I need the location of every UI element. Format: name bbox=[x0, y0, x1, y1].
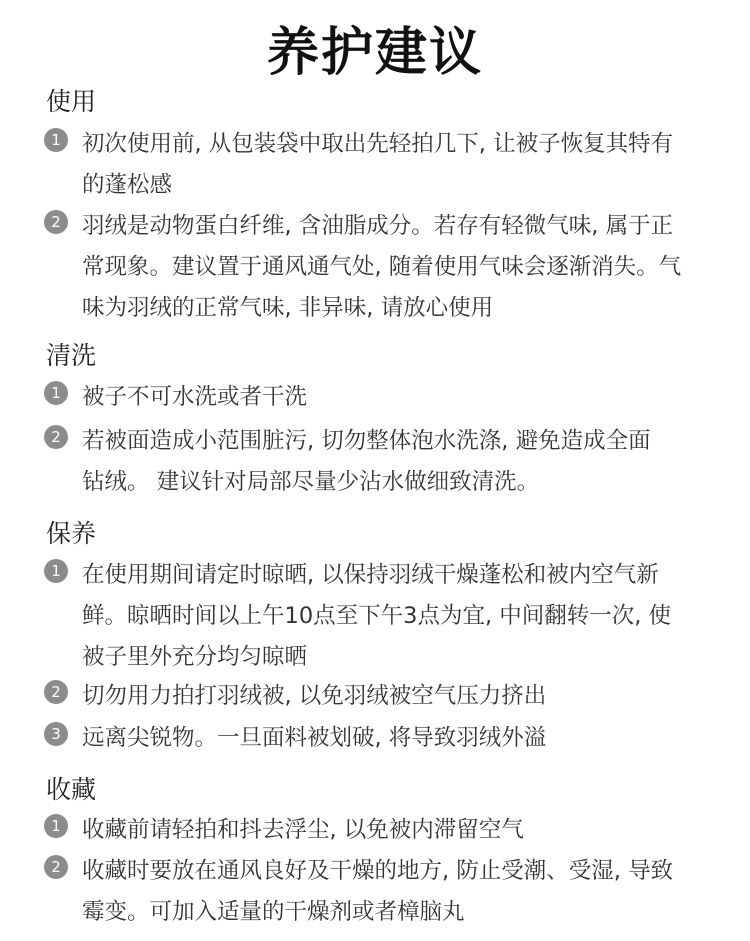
list-item-text: 远离尖锐物。一旦面料被划破, 将导致羽绒外溢 bbox=[82, 725, 547, 751]
number-badge: 2 bbox=[44, 425, 68, 449]
list-item bbox=[44, 421, 724, 503]
number-badge: 1 bbox=[44, 814, 68, 838]
list-item-text: 在使用期间请定时晾晒, 以保持羽绒干燥蓬松和被内空气新 鲜。晾晒时间以上午10点至下午3点为宜, 中间翻转一次, 使 被子里外充分均匀晾晒 bbox=[82, 562, 672, 670]
list-item bbox=[44, 206, 724, 329]
section-heading-use: 使用 bbox=[46, 87, 97, 116]
number-badge: 1 bbox=[44, 128, 68, 152]
number-badge: 2 bbox=[44, 855, 68, 879]
page-title: 养护建议 bbox=[266, 23, 483, 83]
list-item bbox=[44, 718, 724, 759]
section-heading-storage: 收藏 bbox=[46, 775, 97, 804]
number-badge: 3 bbox=[44, 722, 68, 746]
list-item-text: 切勿用力拍打羽绒被, 以免羽绒被空气压力挤出 bbox=[82, 683, 547, 709]
number-badge: 1 bbox=[44, 381, 68, 405]
list-item-text: 收藏时要放在通风良好及干燥的地方, 防止受潮、受湿, 导致 霉变。可加入适量的干燥剂或者樟脑丸 bbox=[82, 858, 674, 925]
number-badge: 2 bbox=[44, 680, 68, 704]
number-badge: 1 bbox=[44, 559, 68, 583]
list-item bbox=[44, 555, 724, 678]
list-item-text: 初次使用前, 从包装袋中取出先轻拍几下, 让被子恢复其特有 的蓬松感 bbox=[82, 131, 674, 198]
list-item bbox=[44, 810, 724, 851]
list-item-text: 收藏前请轻拍和抖去浮尘, 以免被内滞留空气 bbox=[82, 817, 524, 843]
list-item bbox=[44, 676, 724, 717]
number-badge: 2 bbox=[44, 210, 68, 234]
list-item bbox=[44, 851, 724, 933]
list-item bbox=[44, 377, 724, 418]
section-heading-wash: 清洗 bbox=[46, 341, 97, 370]
list-item bbox=[44, 124, 724, 206]
list-item-text: 被子不可水洗或者干洗 bbox=[82, 384, 308, 410]
list-item-text: 羽绒是动物蛋白纤维, 含油脂成分。若存有轻微气味, 属于正 常现象。建议置于通风通气处, 随着使用气味会逐渐消失。气 味为羽绒的正常气味, 非异味, 请放心使用 bbox=[82, 213, 682, 321]
list-item-text: 若被面造成小范围脏污, 切勿整体泡水洗涤, 避免造成全面 钻绒。 建议针对局部尽量少沾水做细致清洗。 bbox=[82, 428, 651, 495]
section-heading-care: 保养 bbox=[46, 519, 97, 548]
